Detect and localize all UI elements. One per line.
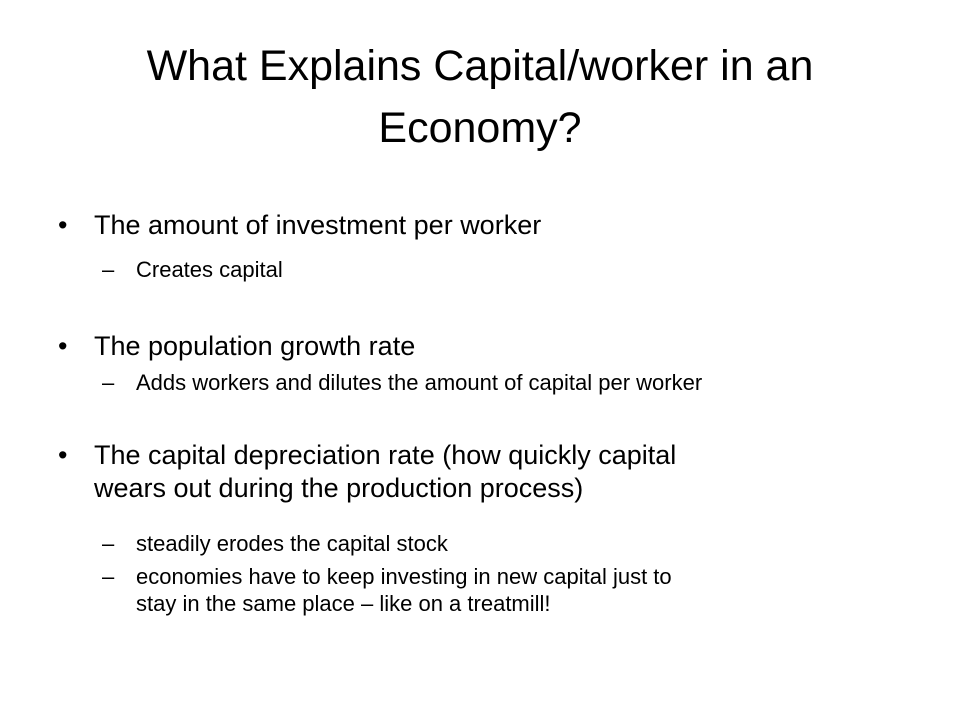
- bullet-text: The population growth rate: [94, 331, 416, 361]
- bullet-icon: •: [58, 331, 68, 361]
- slide-title-line-2: Economy?: [378, 104, 582, 152]
- sub-text-line-1: economies have to keep investing in new capital just to: [136, 564, 672, 589]
- bullet-icon: •: [58, 440, 68, 470]
- slide-title-line-1: What Explains Capital/worker in an: [146, 42, 814, 90]
- sub-text: Adds workers and dilutes the amount of capital per worker: [136, 370, 703, 395]
- bullet-text-line-1: The capital depreciation rate (how quickly capital: [94, 440, 677, 470]
- dash-icon: –: [102, 531, 115, 556]
- bullet-icon: •: [58, 210, 68, 240]
- dash-icon: –: [102, 257, 115, 282]
- sub-text: steadily erodes the capital stock: [136, 531, 448, 556]
- dash-icon: –: [102, 564, 115, 589]
- dash-icon: –: [102, 370, 115, 395]
- bullet-text-line-2: wears out during the production process): [94, 473, 584, 503]
- sub-text: Creates capital: [136, 257, 283, 282]
- bullet-text: The amount of investment per worker: [94, 210, 542, 240]
- sub-text-line-2: stay in the same place – like on a treatmill!: [136, 591, 551, 616]
